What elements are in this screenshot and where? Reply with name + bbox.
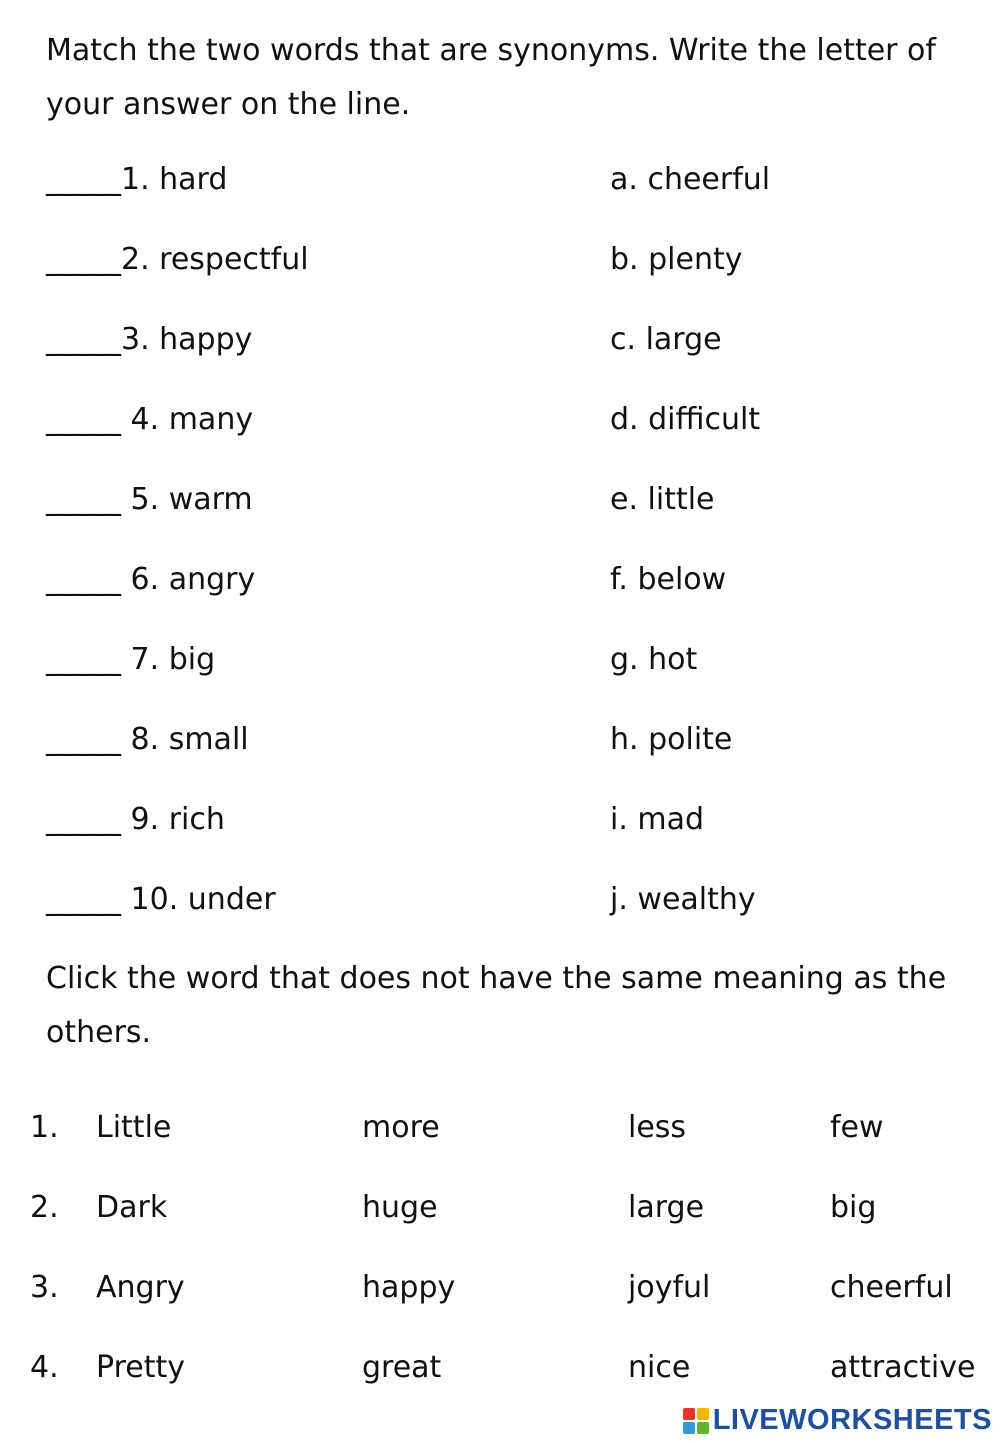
odd-row-number: 3. bbox=[30, 1270, 59, 1305]
odd-option[interactable]: big bbox=[830, 1190, 877, 1225]
match-option-h: h. polite bbox=[610, 722, 733, 757]
match-item-10[interactable]: _____ 10. under bbox=[46, 882, 276, 917]
match-item-9[interactable]: _____ 9. rich bbox=[46, 802, 225, 837]
odd-option[interactable]: Dark bbox=[96, 1190, 168, 1225]
match-option-f: f. below bbox=[610, 562, 727, 597]
odd-option[interactable]: nice bbox=[628, 1350, 691, 1385]
logo-square-green bbox=[697, 1422, 709, 1434]
odd-option[interactable]: large bbox=[628, 1190, 705, 1225]
matching-instructions: Match the two words that are synonyms. Write the letter of your answer on the line. bbox=[46, 33, 936, 122]
match-option-j: j. wealthy bbox=[610, 882, 756, 917]
odd-row-number: 2. bbox=[30, 1190, 59, 1225]
match-item-8[interactable]: _____ 8. small bbox=[46, 722, 249, 757]
match-item-6[interactable]: _____ 6. angry bbox=[46, 562, 256, 597]
match-item-1[interactable]: _____1. hard bbox=[46, 162, 228, 197]
odd-row-number: 4. bbox=[30, 1350, 59, 1385]
logo-square-red bbox=[683, 1408, 695, 1420]
odd-option[interactable]: Little bbox=[96, 1110, 172, 1145]
match-option-c: c. large bbox=[610, 322, 722, 357]
odd-option[interactable]: huge bbox=[362, 1190, 438, 1225]
odd-row-number: 1. bbox=[30, 1110, 59, 1145]
match-option-b: b. plenty bbox=[610, 242, 743, 277]
match-item-2[interactable]: _____2. respectful bbox=[46, 242, 309, 277]
logo-square-yellow bbox=[697, 1408, 709, 1420]
liveworksheets-logo-icon bbox=[683, 1408, 709, 1434]
match-item-5[interactable]: _____ 5. warm bbox=[46, 482, 253, 517]
match-option-g: g. hot bbox=[610, 642, 698, 677]
odd-one-out-instructions: Click the word that does not have the same meaning as the others. bbox=[46, 961, 947, 1050]
odd-option[interactable]: more bbox=[362, 1110, 440, 1145]
odd-option[interactable]: attractive bbox=[830, 1350, 976, 1385]
match-item-3[interactable]: _____3. happy bbox=[46, 322, 253, 357]
match-item-4[interactable]: _____ 4. many bbox=[46, 402, 254, 437]
match-option-i: i. mad bbox=[610, 802, 705, 837]
match-option-a: a. cheerful bbox=[610, 162, 771, 197]
odd-option[interactable]: joyful bbox=[628, 1270, 711, 1305]
odd-option[interactable]: great bbox=[362, 1350, 442, 1385]
match-option-d: d. difficult bbox=[610, 402, 761, 437]
logo-square-blue bbox=[683, 1422, 695, 1434]
odd-option[interactable]: Angry bbox=[96, 1270, 185, 1305]
odd-option[interactable]: few bbox=[830, 1110, 884, 1145]
odd-option[interactable]: happy bbox=[362, 1270, 456, 1305]
match-option-e: e. little bbox=[610, 482, 715, 517]
logo-text: LIVEWORKSHEETS bbox=[712, 1404, 992, 1436]
odd-option[interactable]: less bbox=[628, 1110, 687, 1145]
liveworksheets-logo bbox=[683, 1404, 992, 1437]
odd-option[interactable]: Pretty bbox=[96, 1350, 185, 1385]
match-item-7[interactable]: _____ 7. big bbox=[46, 642, 216, 677]
odd-option[interactable]: cheerful bbox=[830, 1270, 953, 1305]
